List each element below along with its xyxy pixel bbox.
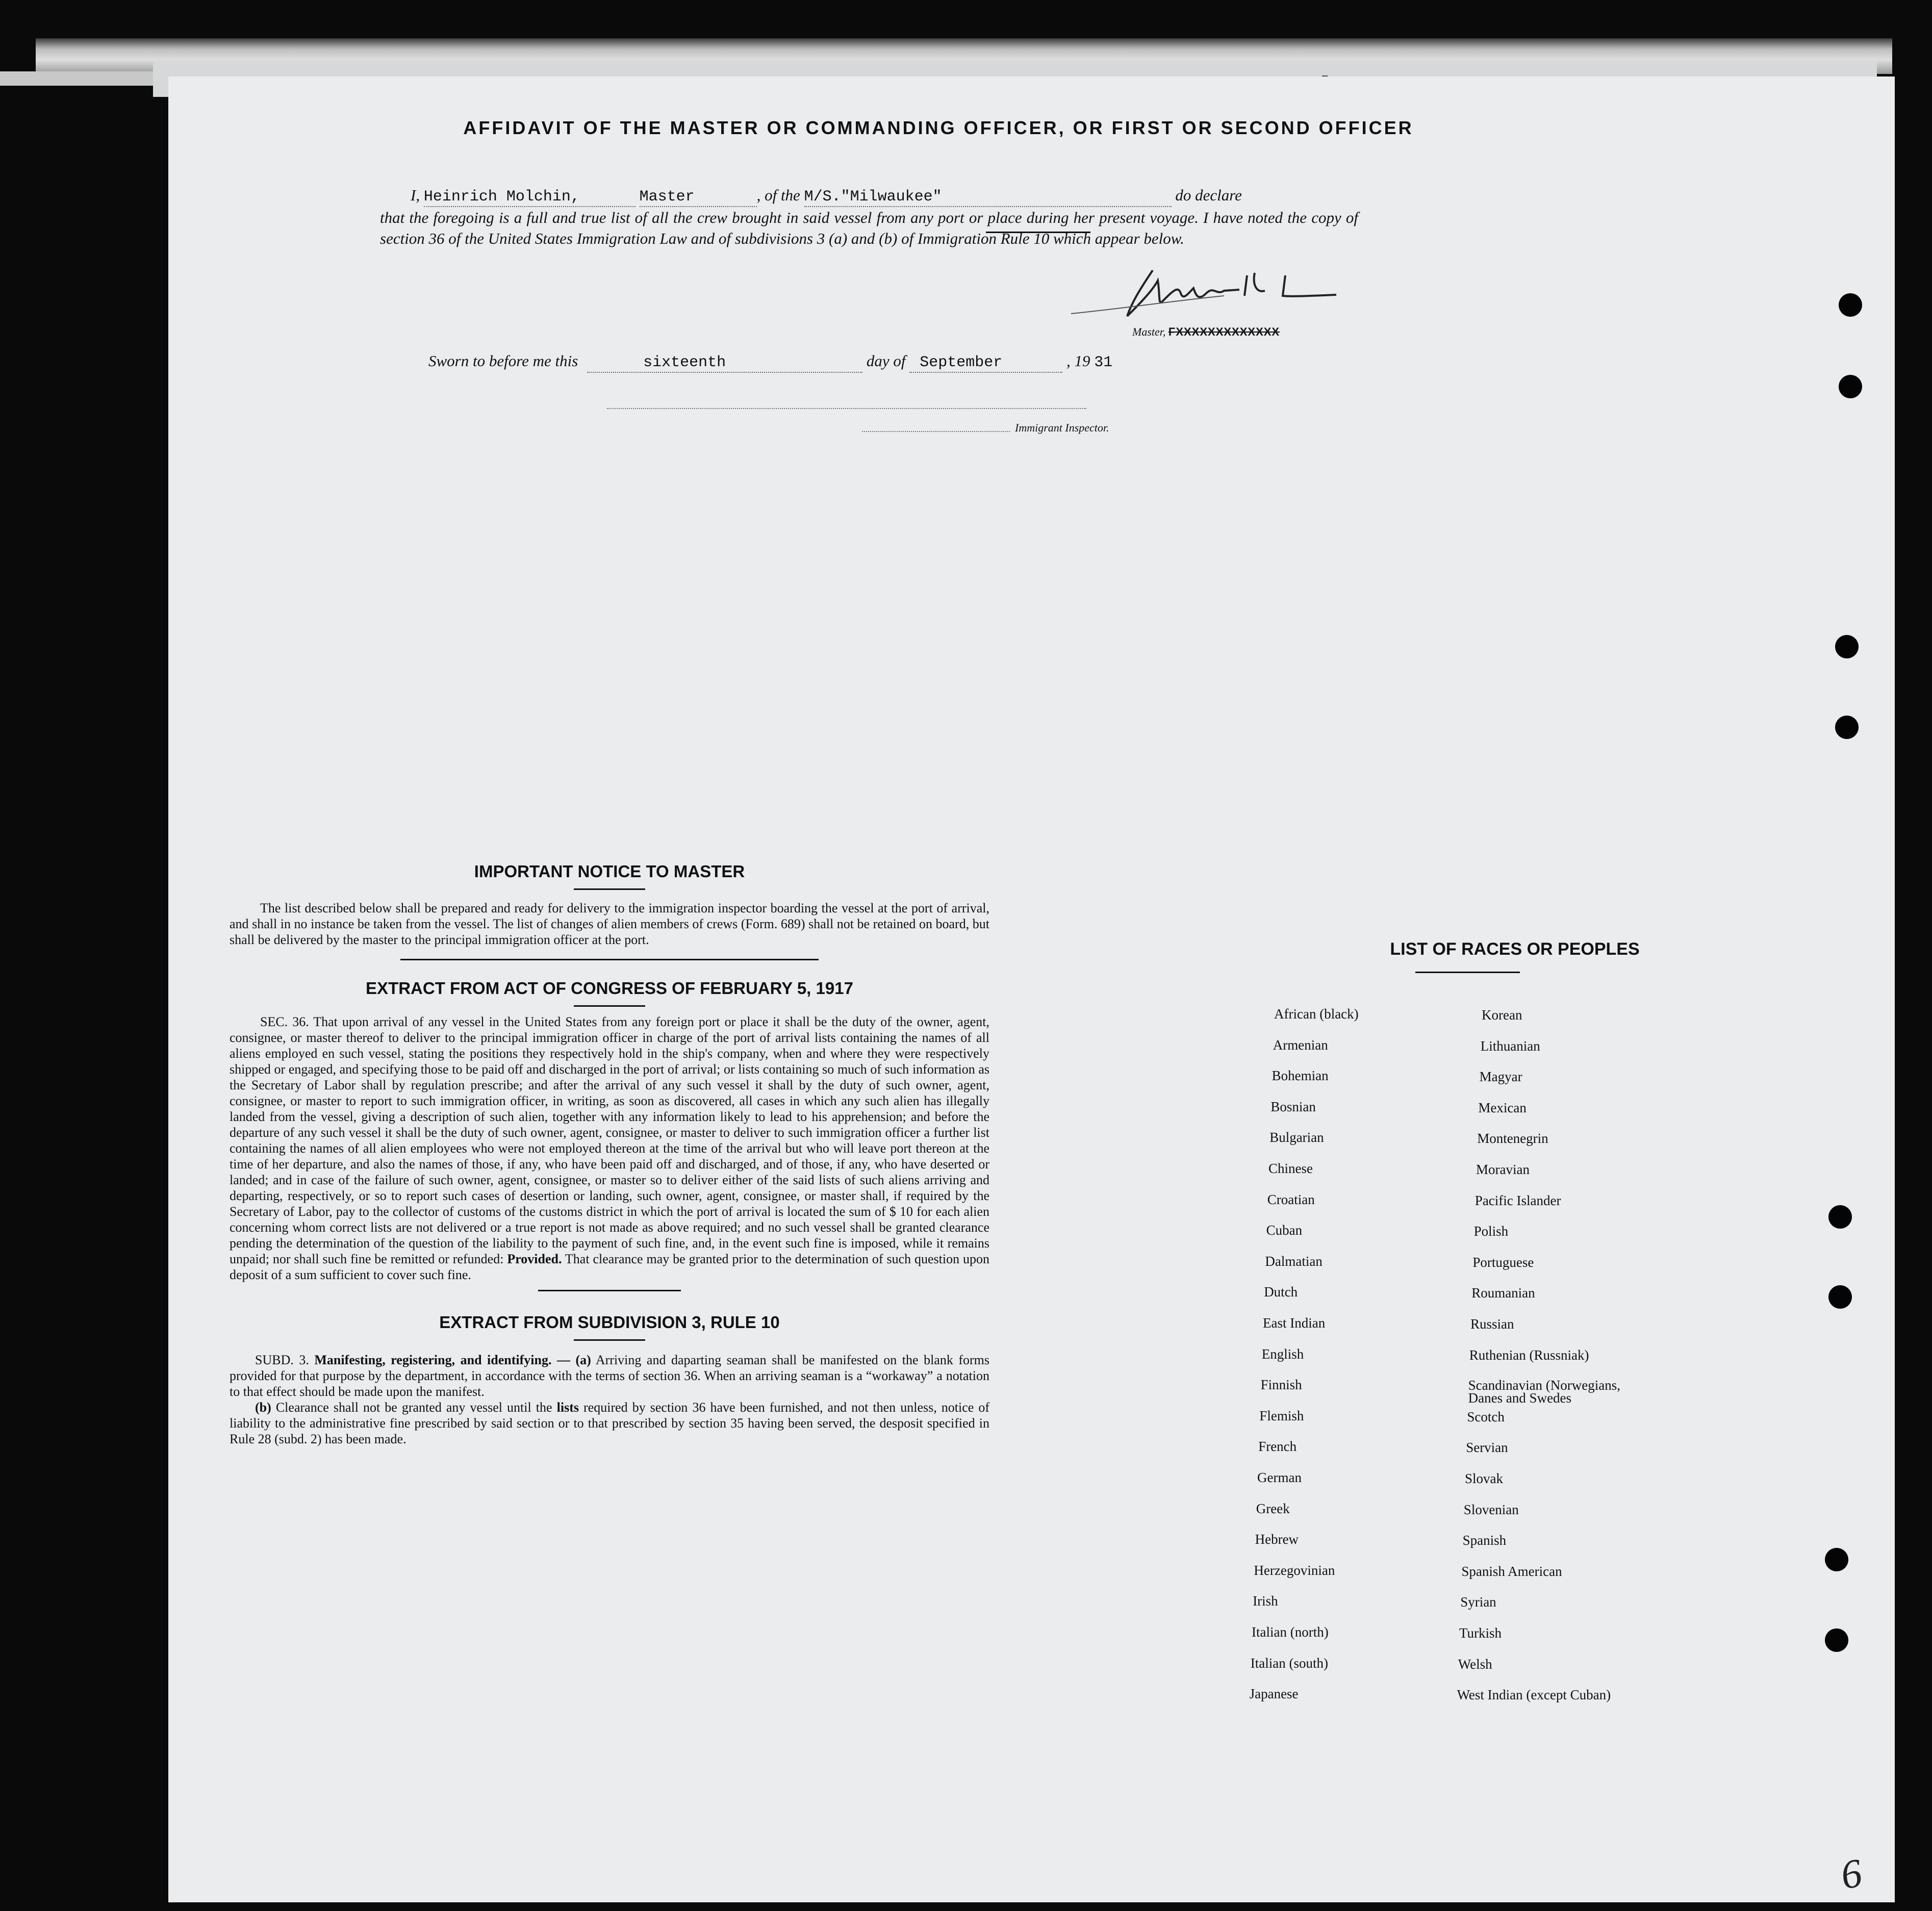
subd-b-body-2: required by section 36 have been furnished, and not then unless, notice of liability to the administrative fine prescribed by said section or to that prescribed by section 35 having been served, the desposit specified in Rule 28 (subd. 2) has been made. [230, 1400, 990, 1446]
race-item: Hebrew [1255, 1532, 1299, 1547]
race-item: Spanish American [1461, 1563, 1562, 1579]
subd-a-label: — (a) [556, 1353, 591, 1367]
day-of-label: day of [866, 352, 906, 370]
section-rule [574, 1339, 645, 1341]
race-item: Ruthenian (Russniak) [1469, 1347, 1589, 1363]
declaration-paragraph [380, 185, 1358, 249]
declaration-body: that the foregoing is a full and true list of all the crew brought in said vessel from any port or place during her present voyage. I have noted the copy of section 36 of the United States Immigration Law and of subdivisions 3 (a) and (b) of Immigration Rule 10 which appear below. [380, 209, 1358, 247]
race-item: Syrian [1460, 1594, 1496, 1610]
race-item: Cuban [1266, 1222, 1303, 1238]
race-item: Armenian [1273, 1037, 1328, 1053]
race-item: Mexican [1478, 1100, 1527, 1115]
section-divider [400, 959, 819, 960]
subd-heading: Manifesting, registering, and identifying. [314, 1353, 552, 1367]
inspector-signature-line [862, 431, 1010, 432]
binder-hole [1839, 293, 1862, 317]
of-the-label: , of the [756, 186, 800, 204]
race-item: Chinese [1268, 1161, 1313, 1176]
signature-caption [1132, 325, 1280, 339]
notice-body-text: The list described below shall be prepared and ready for delivery to the immigration inspector boarding the vessel at the port of arrival, and shall in no instance be taken from the vessel. The list of changes of alien members of crews (Form. 689) shall not be retained on board, but shall be delivered by the master to the principal immigration officer at the port. [230, 901, 989, 947]
master-signature [1071, 265, 1428, 326]
race-item: West Indian (except Cuban) [1457, 1687, 1611, 1703]
declaration-lead: I, [411, 186, 420, 204]
race-item: Italian (north) [1252, 1624, 1329, 1640]
subd-b-label: (b) [255, 1400, 271, 1415]
race-item: French [1258, 1439, 1297, 1455]
rank-field: Master [640, 188, 757, 207]
race-item: Russian [1470, 1316, 1514, 1332]
race-item: Scotch [1467, 1409, 1505, 1424]
binder-hole [1828, 1205, 1852, 1229]
act-body [230, 1014, 989, 1283]
race-item: Irish [1253, 1593, 1278, 1609]
race-item: Servian [1466, 1440, 1508, 1456]
race-item: Korean [1482, 1007, 1522, 1023]
sworn-prefix: Sworn to before me this [428, 352, 578, 370]
race-item: Slovak [1465, 1471, 1504, 1486]
race-item: Bohemian [1272, 1068, 1329, 1084]
signature-caption-label: Master, [1132, 325, 1166, 338]
race-item: Italian (south) [1250, 1655, 1329, 1671]
subdivision-a [230, 1352, 989, 1399]
binder-hole [1839, 375, 1862, 398]
notice-title: IMPORTANT NOTICE TO MASTER [474, 862, 745, 881]
race-item: Polish [1473, 1224, 1509, 1239]
race-item: Bosnian [1270, 1099, 1316, 1114]
race-item: East Indian [1263, 1315, 1326, 1331]
race-item: Flemish [1259, 1408, 1304, 1423]
inspector-signature-line [607, 408, 1086, 409]
race-item: Turkish [1459, 1625, 1502, 1641]
race-item: Pacific Islander [1475, 1192, 1561, 1208]
act-body-end: That clearance may be granted prior to the determination of such question upon deposit of a sum sufficient to cover such fine. [230, 1252, 990, 1282]
section-divider [538, 1290, 681, 1291]
binder-hole [1835, 716, 1859, 739]
race-item: Spanish [1462, 1533, 1507, 1548]
race-item: Lithuanian [1480, 1038, 1540, 1054]
subdivision-title: EXTRACT FROM SUBDIVISION 3, RULE 10 [439, 1313, 780, 1332]
handwritten-page-number: 6 [1837, 1850, 1866, 1898]
sworn-month-field: September [909, 353, 1062, 373]
binder-hole [1835, 635, 1859, 658]
struck-title: FXXXXXXXXXXXXX [1168, 325, 1280, 338]
subd-b-body-1: Clearance shall not be granted any vessel until the [275, 1400, 552, 1415]
act-body-text: SEC. 36. That upon arrival of any vessel in the United States from any foreign port or place it shall be the duty of the owner, agent, consignee, or master thereof to deliver to the principal immigration officer in charge of the port of arrival lists containing the names of all aliens employed en such vessel, stating the positions they respectively hold in the ship's company, when and where they were respectively shipped or engaged, and specifying those to be paid off and discharged in the port of arrival; or lists containing so much of such information as the Secretary of Labor shall by regulation prescribe; and after the arrival of any such vessel it shall by the duty of such owner, agent, consignee, or master to report to such immigration officer, in writing, as soon as discovered, all cases in which any such alien has illegally landed from the vessel, giving a description of such alien, together with any information likely to lead to his apprehension; and before the departure of any such vessel it shall be the duty of such owner, agent, consignee, or master to deliver to such immigration officer a further list containing the names of all alien employees who were not employed thereon at the time of the arrival but who will leave port thereon at the time of her departure, and also the names of those, if any, who have been paid off and discharged, and of those, if any, who have deserted or landed; and in case of the failure of such owner, agent, consignee, or master so to deliver either of the said lists of such aliens arriving and departing, respectively, or so to report such cases of desertion or landing, such owner, agent, consignee, or master shall, if required by the Secretary of Labor, pay to the collector of customs of the customs district in which the port of arrival is located the sum of $ 10 for each alien concerning whom correct lists are not delivered or a true report is not made as above required; and no such vessel shall be granted clearance pending the determination of the question of the liability to the payment of such fine, and, in the event such fine is imposed, while it remains unpaid; nor shall such fine be remitted or refunded: [230, 1014, 989, 1266]
race-item: Magyar [1479, 1069, 1522, 1085]
vessel-field: M/S."Milwaukee" [804, 188, 1172, 207]
binder-hole [1825, 1628, 1848, 1652]
race-item: Dalmatian [1265, 1253, 1323, 1269]
race-item: Slovenian [1463, 1501, 1519, 1517]
sworn-year-field: 31 [1094, 354, 1113, 371]
inspector-caption: Immigrant Inspector. [1015, 421, 1109, 434]
race-item: English [1261, 1346, 1304, 1362]
race-item: Finnish [1260, 1377, 1302, 1393]
race-item: Herzegovinian [1254, 1562, 1335, 1578]
sworn-day-field: sixteenth [587, 353, 862, 373]
section-rule [574, 888, 645, 890]
races-rule [1415, 972, 1520, 973]
section-rule [574, 1005, 645, 1007]
race-item: Portuguese [1472, 1254, 1534, 1270]
race-item: Roumanian [1471, 1285, 1535, 1301]
race-item: Dutch [1264, 1284, 1298, 1300]
binder-hole [1828, 1285, 1852, 1309]
notice-column [230, 862, 989, 1447]
binder-hole [1825, 1548, 1848, 1571]
provided-label: Provided. [507, 1252, 562, 1266]
race-item: Welsh [1458, 1656, 1492, 1672]
race-item: Moravian [1476, 1162, 1530, 1177]
race-item: Croatian [1267, 1191, 1315, 1207]
subd-label: SUBD. 3. [255, 1353, 309, 1367]
race-item: Montenegrin [1477, 1131, 1548, 1146]
year-prefix: , 19 [1066, 352, 1090, 370]
affidavit-title: AFFIDAVIT OF THE MASTER OR COMMANDING OFFICER, OR FIRST OR SECOND OFFICER [463, 117, 1414, 138]
sworn-line [428, 352, 1130, 373]
races-title: LIST OF RACES OR PEOPLES [1390, 939, 1640, 959]
race-item: Bulgarian [1269, 1130, 1324, 1145]
subdivision-b [230, 1399, 989, 1447]
subd-a-body: Arriving and daparting seaman shall be manifested on the blank forms provided for that purpose by the department, in accordance with the terms of section 36. When an arriving seaman is a “workaway” a notation to that effect should be made upon the manifest. [230, 1353, 989, 1399]
race-item: Scandinavian (Norwegians, Danes and Swedes [1468, 1378, 1621, 1406]
race-item: Greek [1256, 1500, 1290, 1516]
race-item: Japanese [1249, 1686, 1299, 1702]
master-name-field: Heinrich Molchin, [424, 188, 635, 207]
race-item: African (black) [1274, 1006, 1359, 1022]
subd-b-lists: lists [556, 1400, 579, 1415]
race-item: German [1257, 1470, 1302, 1485]
do-declare-label: do declare [1175, 186, 1242, 204]
notice-body [230, 900, 989, 948]
act-title: EXTRACT FROM ACT OF CONGRESS OF FEBRUARY 5, 1917 [366, 979, 853, 998]
